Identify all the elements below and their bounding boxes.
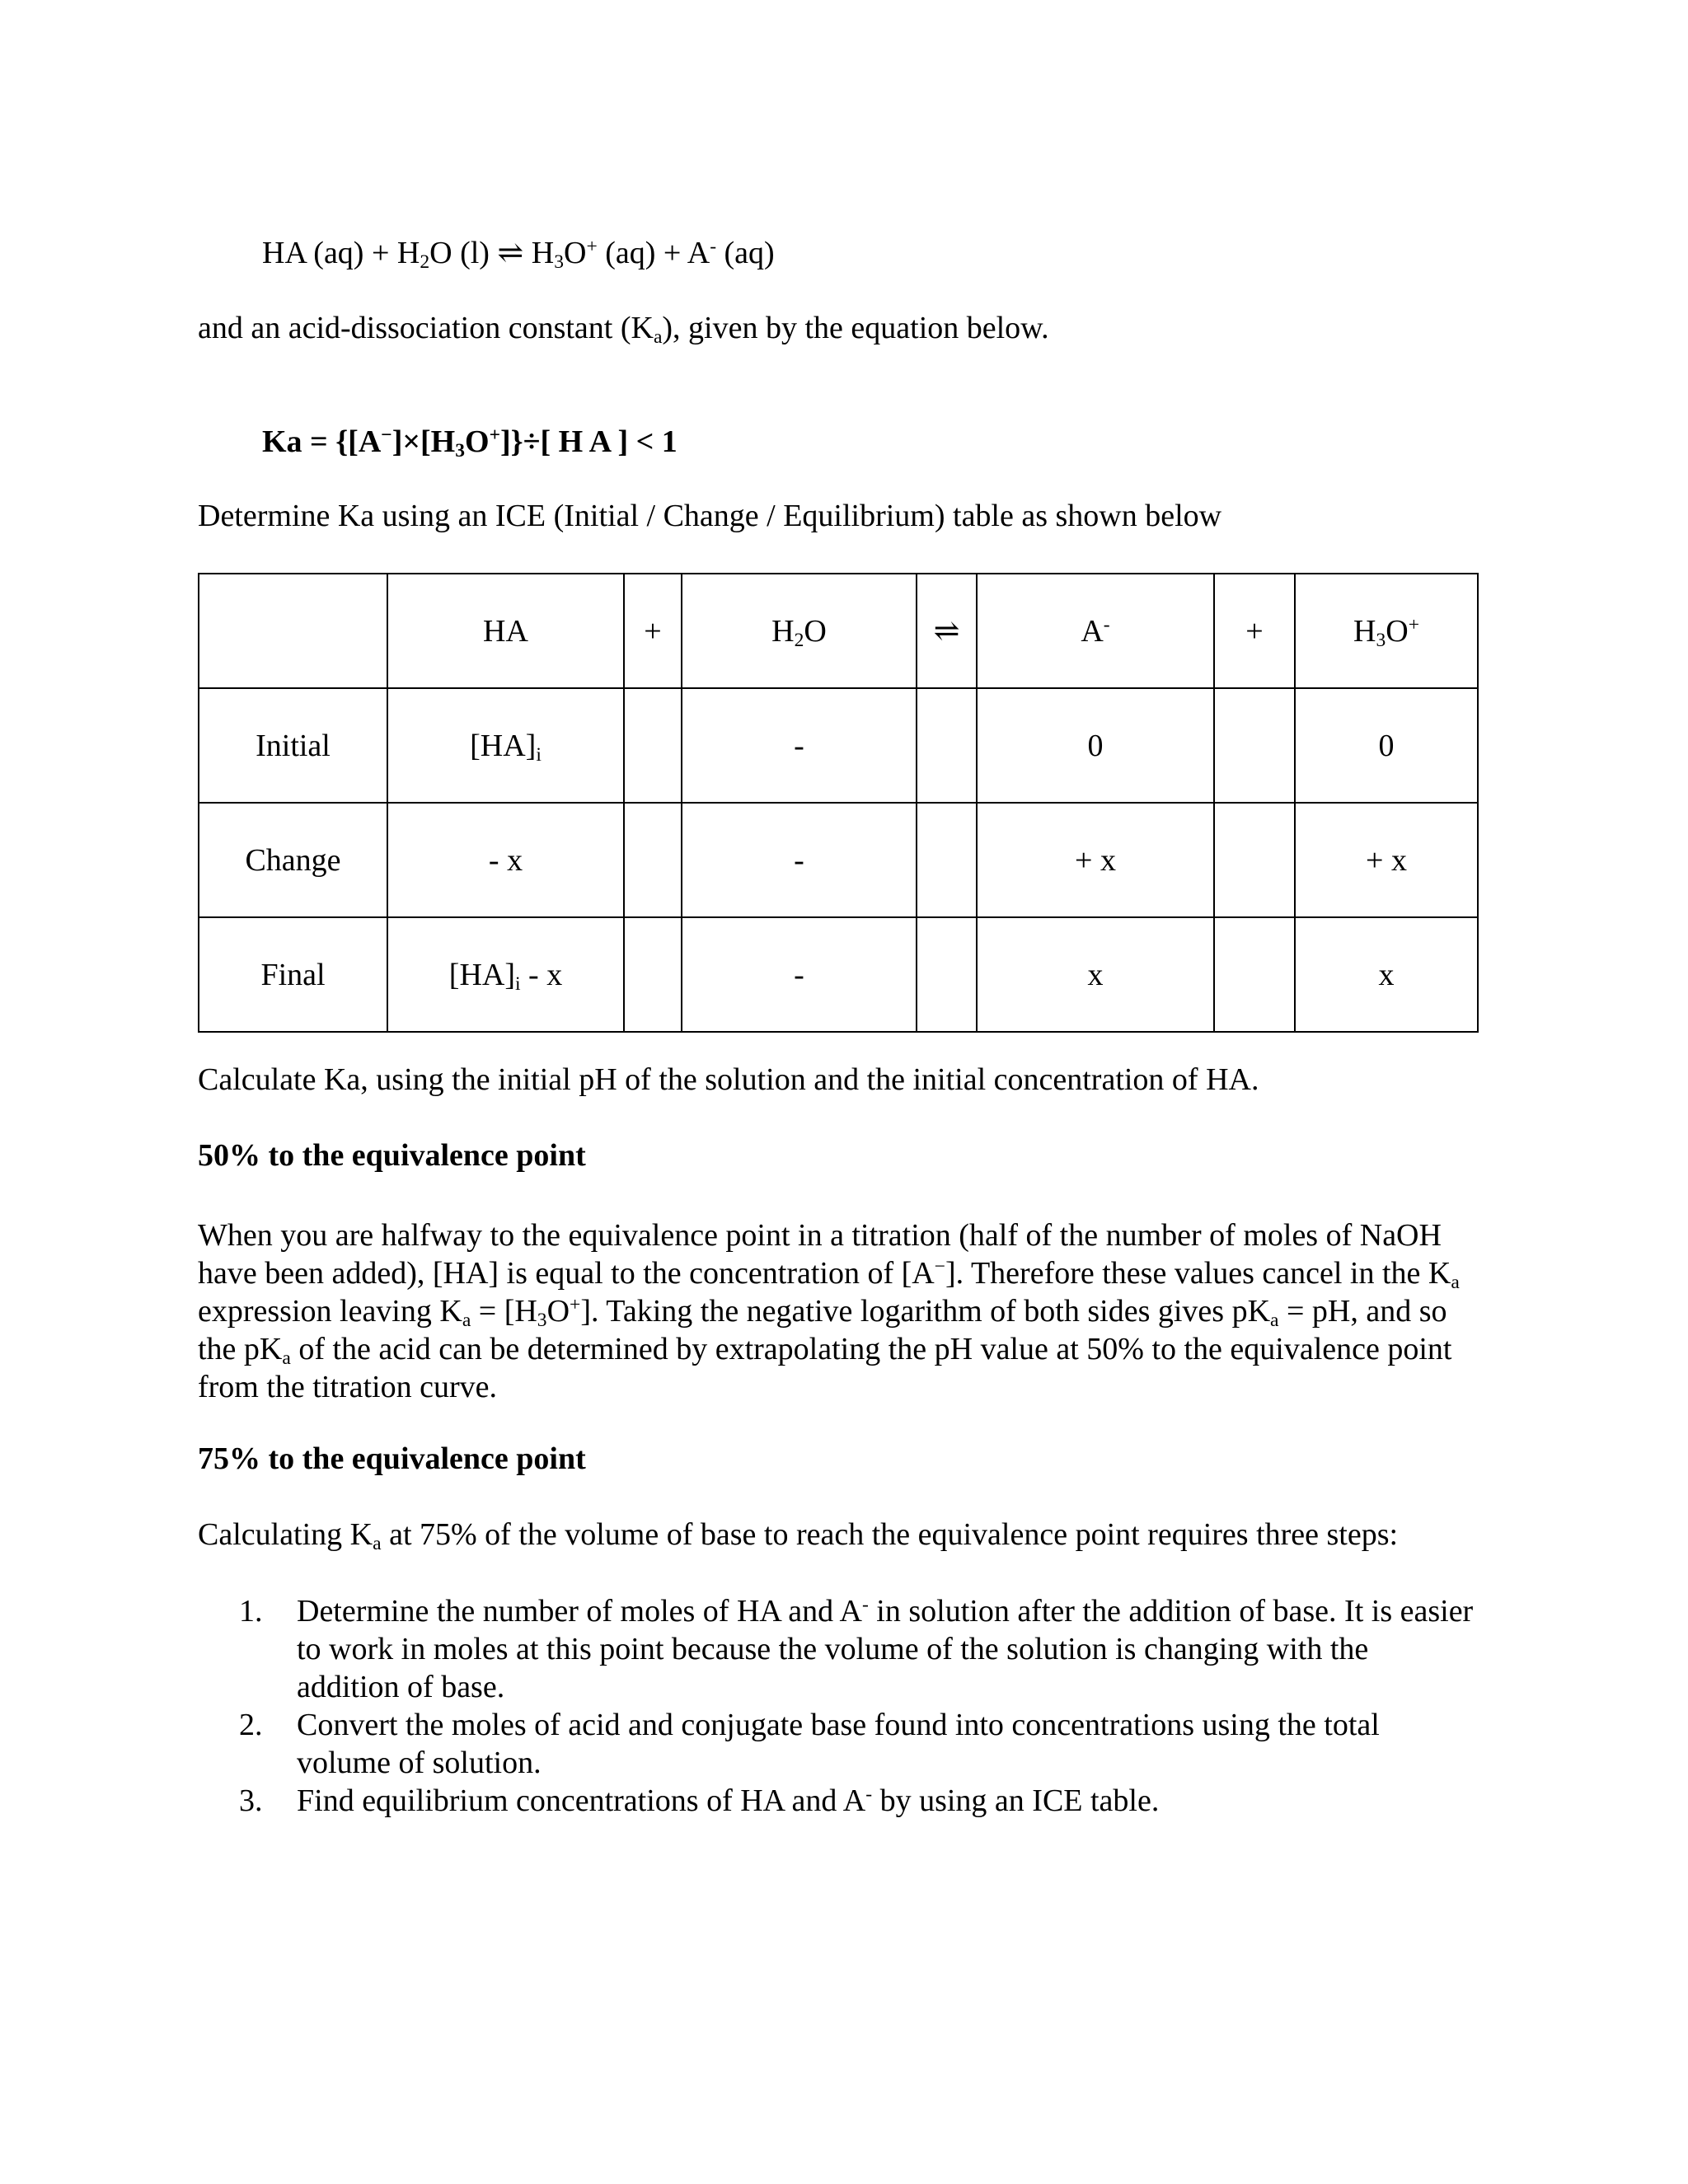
section-50-paragraph: When you are halfway to the equivalence point in a titration (half of the number of moles of NaOH have been added), [HA] is equal to the concentration of [A−]. Therefore these values cancel in the $K_a$ expression leaving $K_a = [H_3O^+]$. Taking the negative logarithm of both sides gives $pK_a$ = pH, and so the $pK_a$ of the acid can be determined by extrapolating the pH value at 50% to the equivalence point from the titration curve. (198, 1218, 1460, 1404)
cell-ha: $[HA]_i$ (387, 688, 624, 803)
table-row-change (199, 803, 1478, 917)
ice-table (198, 573, 1479, 1033)
section-heading-75: 75% to the equivalence point (198, 1441, 586, 1476)
cell-empty (624, 688, 682, 803)
cell-h2o: - (682, 917, 917, 1032)
cell-empty (1214, 803, 1295, 917)
calc-text: Calculate Ka, using the initial pH of the solution and the initial concentration of HA. (198, 1062, 1259, 1097)
header-plus: + (1214, 574, 1295, 688)
cell-h3o: x (1295, 917, 1478, 1032)
row-label: Initial (199, 688, 387, 803)
cell-empty (917, 803, 977, 917)
cell-a: 0 (977, 688, 1214, 803)
table-row-initial (199, 688, 1478, 803)
cell-empty (1214, 917, 1295, 1032)
cell-h2o: - (682, 803, 917, 917)
cell-h3o: + x (1295, 803, 1478, 917)
cell-empty (917, 688, 977, 803)
cell-empty (1214, 688, 1295, 803)
header-equilibrium-arrow: ⇌ (917, 574, 977, 688)
header-plus: + (624, 574, 682, 688)
cell-a: + x (977, 803, 1214, 917)
row-label: Change (199, 803, 387, 917)
ka-expression: $Ka = \{[A^-]\times[H_3O^+]\}\div$[ H A ] < 1 (262, 424, 678, 462)
list-item: 3. Find equilibrium concentrations of HA and A- by using an ICE table. (239, 1783, 1160, 1818)
row-label: Final (199, 917, 387, 1032)
cell-h2o: - (682, 688, 917, 803)
list-item: 2. Convert the moles of acid and conjugate base found into concentrations using the total volume of solution. (239, 1708, 1380, 1780)
cell-ha: - x (387, 803, 624, 917)
reaction-equation: HA $(aq) + H_2O$ (l) ⇌ $H_3O^+$ (aq) + A- (aq) (262, 236, 775, 273)
cell-h3o: 0 (1295, 688, 1478, 803)
list-item: 1. Determine the number of moles of HA and A- in solution after the addition of base. It is easier to work in moles at this point because the volume of the solution is changing with the addition of base. (239, 1594, 1474, 1704)
steps-list (239, 1592, 1475, 1820)
ice-intro-text: Determine Ka using an ICE (Initial / Change / Equilibrium) table as shown below (198, 499, 1222, 533)
cell-a: x (977, 917, 1214, 1032)
header-h3o: $H_3O^+$ (1295, 574, 1478, 688)
header-h2o: $H_2O$ (682, 574, 917, 688)
section-heading-50: 50% to the equivalence point (198, 1138, 586, 1173)
cell-ha: $[HA]_i$ - x (387, 917, 624, 1032)
header-ha: HA (387, 574, 624, 688)
table-cell-corner (199, 574, 387, 688)
cell-empty (624, 803, 682, 917)
intro-text: and an acid-dissociation constant $(K_a)$, given by the equation below. (198, 311, 1049, 348)
table-header-row (199, 574, 1478, 688)
header-a: A- (977, 574, 1214, 688)
table-row-final (199, 917, 1478, 1032)
section-75-intro: Calculating $K_a$ at 75% of the volume of base to reach the equivalence point requires three steps: (198, 1517, 1399, 1554)
cell-empty (624, 917, 682, 1032)
cell-empty (917, 917, 977, 1032)
